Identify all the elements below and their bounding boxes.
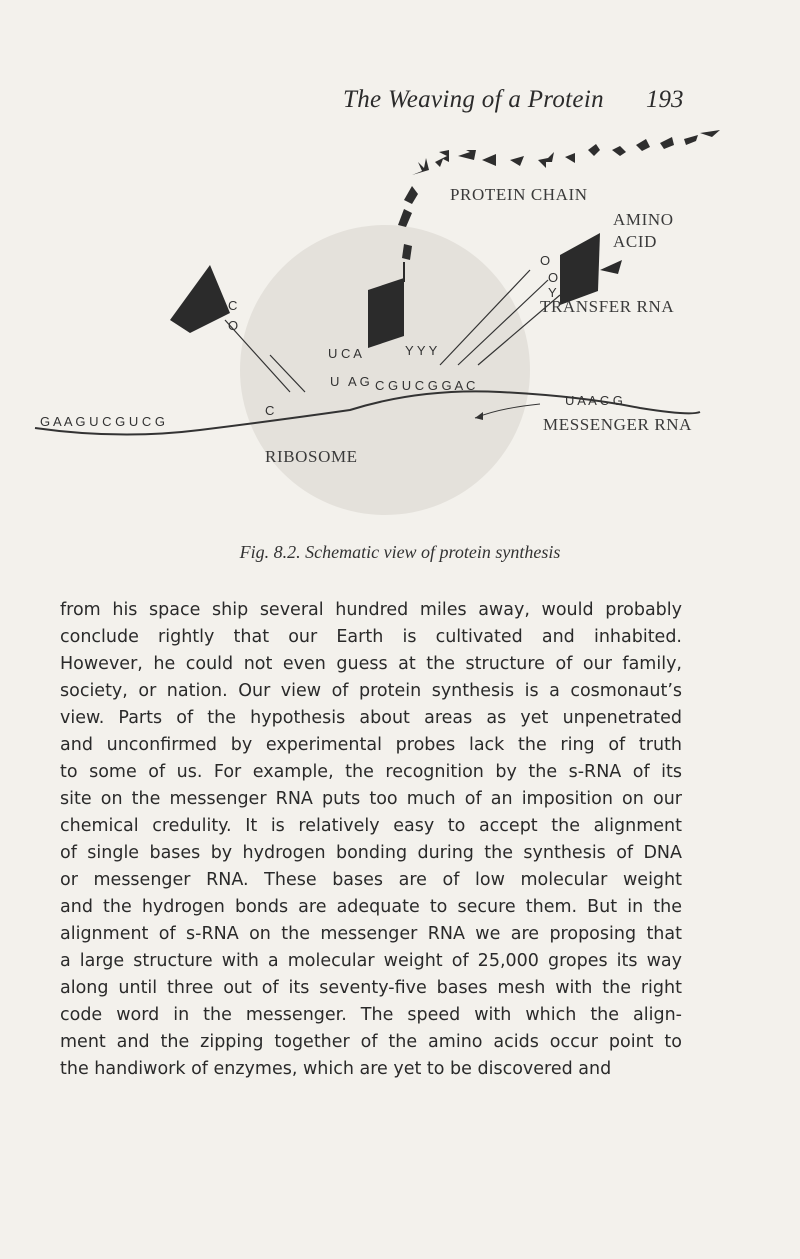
- text-line: view. Parts of the hypothesis about areas as yet unpenetrated: [60, 708, 682, 728]
- amino-acid-icon: [404, 186, 418, 204]
- text-line: the handiwork of enzymes, which are yet to be discovered and: [60, 1059, 612, 1079]
- svg-text:O: O: [228, 318, 239, 333]
- running-head: [0, 86, 800, 120]
- body-text: [60, 597, 682, 1083]
- svg-text:O: O: [540, 253, 551, 268]
- amino-acid-icon: [700, 130, 720, 137]
- svg-text:C: C: [265, 403, 275, 418]
- text-line: alignment of s-RNA on the messenger RNA we are proposing that: [60, 924, 682, 944]
- amino-acid-icon: [398, 209, 412, 227]
- amino-acid-icon: [458, 150, 476, 160]
- text-line: and the hydrogen bonds are adequate to secure them. But in the: [60, 897, 682, 917]
- text-line: a large structure with a molecular weight of 25,000 gropes its way: [60, 951, 682, 971]
- text-line: of single bases by hydrogen bonding during the synthesis of DNA: [60, 843, 682, 863]
- amino-acid-icon: [600, 260, 622, 274]
- text-line: society, or nation. Our view of protein synthesis is a cosmonaut’s: [60, 681, 682, 701]
- svg-text:U A A C G: U A A C G: [565, 393, 623, 408]
- label-ribosome: RIBOSOME: [265, 447, 358, 466]
- text-line: site on the messenger RNA puts too much of an imposition on our: [60, 789, 682, 809]
- svg-text:Y Y Y: Y Y Y: [405, 343, 438, 358]
- trna-body: [368, 278, 404, 348]
- label-protein-chain: PROTEIN CHAIN: [450, 185, 588, 204]
- running-title: The Weaving of a Protein: [343, 86, 604, 113]
- page-number: 193: [646, 86, 684, 113]
- amino-acid-icon: [482, 154, 496, 166]
- amino-acid-icon: [510, 156, 524, 166]
- svg-text:Y: Y: [548, 285, 557, 300]
- amino-acid-icon: [684, 135, 698, 145]
- svg-text:C G U C G G A C: C G U C G G A C: [375, 378, 476, 393]
- amino-acid-icon: [660, 137, 674, 149]
- text-line: code word in the messenger. The speed with which the align-: [60, 1005, 682, 1025]
- amino-acid-icon: [538, 152, 554, 168]
- protein-synthesis-figure: [0, 120, 800, 540]
- svg-text:C: C: [228, 298, 238, 313]
- svg-text:A G: A G: [348, 374, 370, 389]
- text-line: chemical credulity. It is relatively easy to accept the alignment: [60, 816, 682, 836]
- text-line: or messenger RNA. These bases are of low molecular weight: [60, 870, 682, 890]
- trna-body: [560, 233, 600, 305]
- amino-acid-icon: [588, 144, 600, 156]
- amino-acid-icon: [412, 158, 429, 175]
- text-line: However, he could not even guess at the structure of our family,: [60, 654, 682, 674]
- text-line: along until three out of its seventy-five bases mesh with the right: [60, 978, 682, 998]
- text-line: ment and the zipping together of the amino acids occur point to: [60, 1032, 682, 1052]
- text-line: to some of us. For example, the recognition by the s-RNA of its: [60, 762, 682, 782]
- svg-text:U: U: [330, 374, 340, 389]
- figure-caption: Fig. 8.2. Schematic view of protein synthesis: [239, 542, 561, 562]
- label-acid: ACID: [613, 232, 657, 251]
- label-messenger-rna: MESSENGER RNA: [543, 415, 693, 434]
- amino-acid-icon: [435, 150, 449, 167]
- svg-text:G A A G U C G U C G: G A A G U C G U C G: [40, 414, 165, 429]
- label-amino: AMINO: [613, 210, 674, 229]
- text-line: conclude rightly that our Earth is cultivated and inhabited.: [60, 627, 682, 647]
- svg-text:U C A: U C A: [328, 346, 362, 361]
- svg-text:O: O: [548, 270, 559, 285]
- text-line: from his space ship several hundred miles away, would probably: [60, 600, 682, 620]
- amino-acid-icon: [636, 139, 650, 151]
- label-transfer-rna: TRANSFER RNA: [540, 297, 675, 316]
- amino-acid-icon: [565, 153, 575, 163]
- trna-body: [170, 265, 230, 333]
- amino-acid-icon: [612, 146, 626, 156]
- text-line: and unconfirmed by experimental probes lack the ring of truth: [60, 735, 682, 755]
